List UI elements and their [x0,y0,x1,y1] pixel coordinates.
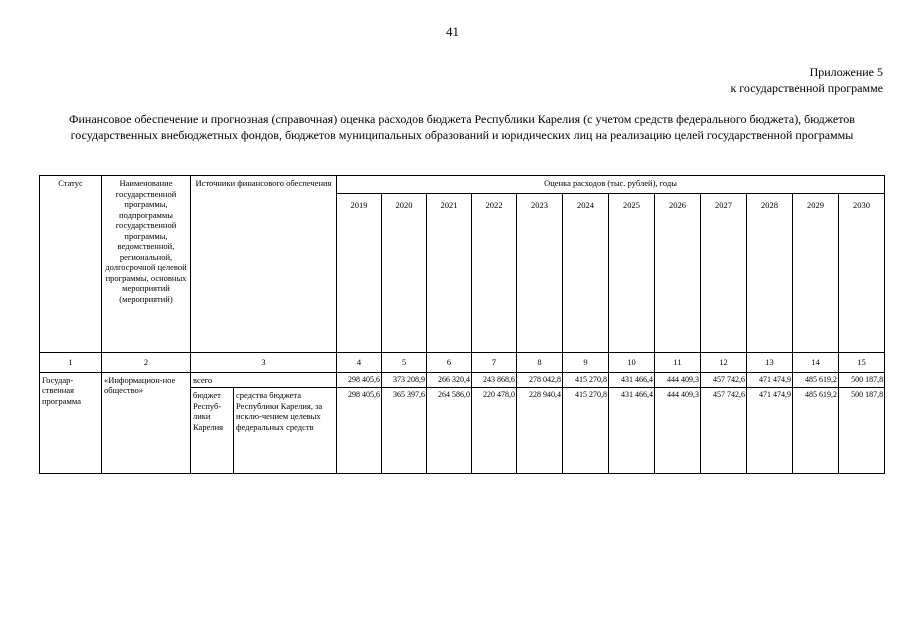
budget-value: 500 187,8 [839,388,885,474]
appendix-note [730,64,883,96]
header-year: 2019 [337,194,382,353]
column-number: 2 [102,353,191,373]
table-row-total [40,372,885,388]
header-status: Статус [40,176,102,353]
row-budget-sublabel: средства бюджета Республики Карелия, за исклю-чением целевых федеральных средств [234,388,337,474]
header-year: 2025 [609,194,655,353]
column-number: 4 [337,353,382,373]
total-value: 373 208,9 [382,372,427,388]
total-value: 457 742,6 [701,372,747,388]
header-row-top [40,176,885,194]
total-value: 471 474,9 [747,372,793,388]
column-number: 13 [747,353,793,373]
budget-value: 365 397,6 [382,388,427,474]
appendix-line-1: Приложение 5 [809,65,883,79]
header-year: 2022 [472,194,517,353]
column-number: 3 [191,353,337,373]
column-number: 11 [655,353,701,373]
total-value: 415 270,8 [563,372,609,388]
column-number: 14 [793,353,839,373]
budget-value: 444 409,3 [655,388,701,474]
header-sources: Источники финансового обеспечения [191,176,337,353]
total-value: 266 320,4 [427,372,472,388]
header-year: 2021 [427,194,472,353]
total-value: 500 187,8 [839,372,885,388]
header-year: 2026 [655,194,701,353]
budget-value: 471 474,9 [747,388,793,474]
document-title: Финансовое обеспечение и прогнозная (справочная) оценка расходов бюджета Республики Карелия (с учетом средств федерального бюджета), бюджетов государственных внебюджетных фондов, бюджетов муниципальных образований и юридических лиц на реализацию целей государственной программы [69,112,855,142]
row-total-label: всего [191,372,337,388]
column-number: 12 [701,353,747,373]
header-year: 2030 [839,194,885,353]
budget-value: 228 940,4 [517,388,563,474]
column-number-row [40,353,885,373]
column-number: 9 [563,353,609,373]
page-number: 41 [446,24,459,39]
total-value: 278 042,8 [517,372,563,388]
header-name: Наименование государственной программы, подпрограммы государственной программы, ведомственной, региональной, долгосрочной целевой программы, основных мероприятий (мероприятий) [102,176,191,353]
row-status: Государ-ственная программа [40,372,102,474]
budget-table [39,175,885,474]
header-year: 2029 [793,194,839,353]
budget-value: 264 586,0 [427,388,472,474]
budget-value: 485 619,2 [793,388,839,474]
column-number: 15 [839,353,885,373]
column-number: 10 [609,353,655,373]
budget-value: 457 742,6 [701,388,747,474]
column-number: 8 [517,353,563,373]
header-estimate: Оценка расходов (тыс. рублей), годы [337,176,885,194]
header-year: 2020 [382,194,427,353]
appendix-line-2: к государственной программе [730,81,883,95]
budget-value: 431 466,4 [609,388,655,474]
header-year: 2028 [747,194,793,353]
budget-value: 298 405,6 [337,388,382,474]
header-year: 2024 [563,194,609,353]
budget-value: 415 270,8 [563,388,609,474]
column-number: 1 [40,353,102,373]
total-value: 431 466,4 [609,372,655,388]
column-number: 5 [382,353,427,373]
total-value: 243 868,6 [472,372,517,388]
total-value: 485 619,2 [793,372,839,388]
row-program-name: «Информацион-ное общество» [102,372,191,474]
row-budget-label: бюджет Респуб-лики Карелия [191,388,234,474]
column-number: 7 [472,353,517,373]
total-value: 298 405,6 [337,372,382,388]
header-year: 2027 [701,194,747,353]
column-number: 6 [427,353,472,373]
header-year: 2023 [517,194,563,353]
total-value: 444 409,3 [655,372,701,388]
budget-value: 220 478,0 [472,388,517,474]
